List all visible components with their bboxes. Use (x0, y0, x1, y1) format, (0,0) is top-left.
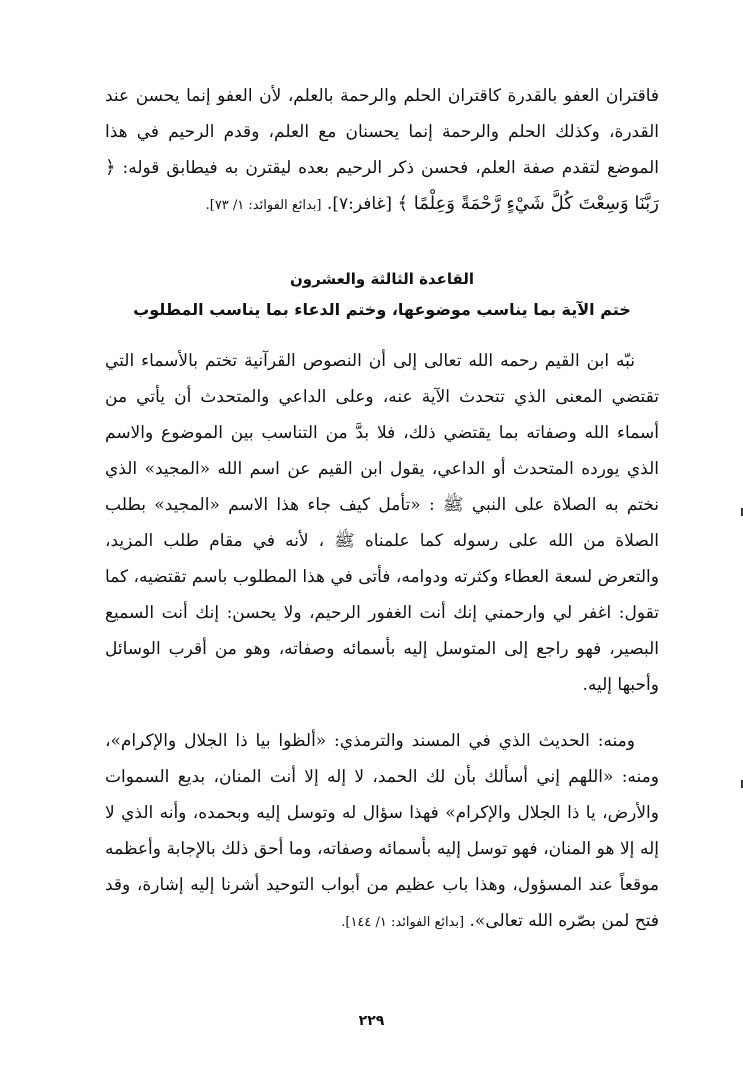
quran-reference: [غافر:٧]. (326, 194, 393, 214)
source-reference: [بدائع الفوائد: ١/ ٧٣]. (205, 198, 322, 213)
quran-quote: ﴿ رَبَّنَا وَسِعْتَ كُلَّ شَيْءٍ رَّحْمَةً وَعِلْمًا ﴾ (105, 157, 659, 214)
page-number: ٢٢٩ (358, 1013, 385, 1029)
paragraph-hadith (105, 723, 659, 941)
paragraph-hadith-text: ومنه: الحديث الذي في المسند والترمذي: «ألظوا بيا ذا الجلال والإكرام»، ومنه: «اللهم إني أسألك بأن لك الحمد، لا إله إلا أنت المنان، بديع السموات والأرض، يا ذا الجلال والإكرام» فهذا سؤال له وتوسل إليه وبحمده، وأنه الذي لا إله إلا هو المنان، فهو توسل إليه بأسمائه وصفاته، وما أحق ذلك بالإجابة وأعظمه موقعاً عند المسؤول، وهذا باب عظيم من أبواب التوحيد أشرنا إليه إشارة، وقد فتح لمن بصّره الله تعالى». (105, 731, 659, 931)
source-reference: [بدائع الفوائد: ١/ ١٤٤]. (341, 915, 465, 930)
rule-title-heading: ختم الآية بما يناسب موضوعها، وختم الدعاء بما يناسب المطلوب (133, 300, 631, 319)
paragraph-explanation (105, 343, 659, 703)
paragraph-explanation-text: نبّه ابن القيم رحمه الله تعالى إلى أن النصوص القرآنية تختم بالأسماء التي تقتضي المعنى الذي تتحدث الآية عنه، وعلى الداعي والمتحدث أن يأتي من أسماء الله وصفاته بما يقتضي ذلك، فلا بدَّ من التناسب بين الموضوع والاسم الذي يورده المتحدث أو الداعي، يقول ابن القيم عن اسم الله «المجيد» الذي نختم به الصلاة على النبي ﷺ : «تأمل كيف جاء هذا الاسم «المجيد» بطلب الصلاة من الله على رسوله كما علمناه ﷺ ، لأنه في مقام طلب المزيد، والتعرض لسعة العطاء وكثرته ودوامه، فأتى في هذا المطلوب باسم تقتضيه، كما تقول: اغفر لي وارحمني إنك أنت الغفور الرحيم، ولا يحسن: إنك أنت السميع البصير، فهو راجع إلى المتوسل إليه بأسمائه وصفاته، وهو من أقرب الوسائل وأحبها إليه. (105, 351, 659, 695)
rule-number-heading: القاعدة الثالثة والعشرون (289, 270, 475, 288)
paragraph-intro-text: فاقتران العفو بالقدرة كاقتران الحلم والرحمة بالعلم، لأن العفو إنما يحسن عند القدرة، وكذلك الحلم والرحمة إنما يحسنان مع العلم، وقدم الرحيم في هذا الموضع لتقدم صفة العلم، فحسن ذكر الرحيم بعده ليقترن به فيطابق قوله: (105, 86, 659, 178)
paragraph-intro (105, 78, 659, 224)
